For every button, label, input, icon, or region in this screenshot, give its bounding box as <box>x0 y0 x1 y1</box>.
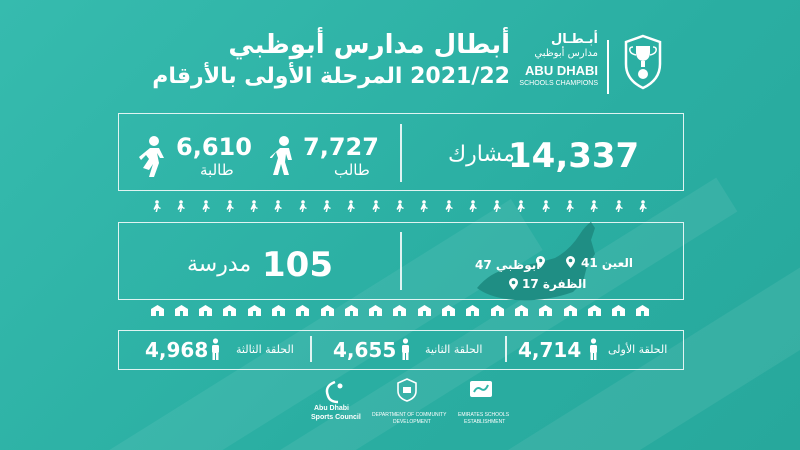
cycle-second-label: الحلقة الثانية <box>425 343 483 356</box>
participants-total-label: مشارك <box>448 142 515 167</box>
boys-label: طالب <box>334 161 370 179</box>
schools-divider <box>400 232 402 290</box>
school-icon <box>296 303 310 317</box>
athlete-icon <box>344 199 358 213</box>
school-icon <box>563 303 577 317</box>
athlete-icon <box>223 199 237 213</box>
region-dhafra: الظفرة 17 <box>522 277 587 291</box>
schools-value: 105 <box>262 245 333 285</box>
athlete-icon <box>271 199 285 213</box>
school-icon <box>612 303 626 317</box>
school-icon <box>636 303 650 317</box>
school-icon <box>150 303 164 317</box>
school-icon <box>223 303 237 317</box>
school-icon <box>442 303 456 317</box>
cycle-third-value: 4,968 <box>145 338 209 362</box>
sports-council-line1: Abu Dhabi <box>314 405 349 412</box>
participants-divider <box>400 124 402 182</box>
cycle-first-label: الحلقة الأولى <box>608 343 668 356</box>
taleem-logo-box <box>470 381 492 397</box>
logo-en-line2: SCHOOLS CHAMPIONS <box>519 80 598 87</box>
participants-total-value: 14,337 <box>508 136 640 176</box>
school-icon <box>417 303 431 317</box>
taleem-line2: ESTABLISHMENT <box>464 419 506 425</box>
boy-runner-icon <box>270 135 298 177</box>
student-icon <box>588 338 599 360</box>
athlete-icon <box>296 199 310 213</box>
athlete-icon <box>514 199 528 213</box>
logo-arabic-line2: مدارس أبوظبي <box>534 48 598 59</box>
girls-value: 6,610 <box>176 133 252 161</box>
athlete-icon <box>490 199 504 213</box>
schools-label: مدرسة <box>187 252 252 277</box>
student-icon <box>210 338 221 360</box>
schools-icon-row <box>150 303 650 317</box>
athlete-icon <box>393 199 407 213</box>
header-divider <box>607 40 609 94</box>
student-icon <box>400 338 411 360</box>
girls-label: طالبة <box>200 161 234 179</box>
school-icon <box>466 303 480 317</box>
school-icon <box>174 303 188 317</box>
athlete-icon <box>320 199 334 213</box>
athlete-icon <box>174 199 188 213</box>
athlete-icon <box>150 199 164 213</box>
athlete-icon <box>247 199 261 213</box>
school-icon <box>490 303 504 317</box>
logo-en-line1: ABU DHABI <box>525 63 598 78</box>
school-icon <box>320 303 334 317</box>
logo-arabic-line1: أبـطـال <box>550 32 598 47</box>
alain-pin-icon <box>566 256 575 268</box>
school-icon <box>199 303 213 317</box>
school-icon <box>344 303 358 317</box>
boys-value: 7,727 <box>303 133 379 161</box>
athlete-icon <box>442 199 456 213</box>
school-icon <box>393 303 407 317</box>
cycles-divider-1 <box>310 336 312 362</box>
athletes-icon-row <box>150 199 650 213</box>
dhafra-pin-icon <box>509 278 518 290</box>
dcd-line2: DEVELOPMENT <box>393 419 431 425</box>
region-alain: العين 41 <box>581 256 633 270</box>
athlete-icon <box>369 199 383 213</box>
school-icon <box>247 303 261 317</box>
school-icon <box>539 303 553 317</box>
school-icon <box>369 303 383 317</box>
athlete-icon <box>587 199 601 213</box>
athlete-icon <box>563 199 577 213</box>
sports-council-line2: Sports Council <box>311 414 361 421</box>
sports-council-logo-icon <box>320 380 350 404</box>
athlete-icon <box>417 199 431 213</box>
school-icon <box>271 303 285 317</box>
athlete-icon <box>636 199 650 213</box>
schools-champions-logo <box>519 32 600 102</box>
dcd-line1: DEPARTMENT OF COMMUNITY <box>372 412 447 418</box>
trophy-shield-icon <box>622 34 664 90</box>
school-icon <box>587 303 601 317</box>
school-icon <box>514 303 528 317</box>
cycle-first-value: 4,714 <box>518 338 582 362</box>
athlete-icon <box>466 199 480 213</box>
cycle-second-value: 4,655 <box>333 338 397 362</box>
page-title: أبطال مدارس أبوظبي <box>228 30 510 60</box>
athlete-icon <box>199 199 213 213</box>
athlete-icon <box>612 199 626 213</box>
region-abudhabi: أبوظبي 47 <box>475 258 541 272</box>
page-subtitle: 2021/22 المرحلة الأولى بالأرقام <box>152 64 510 89</box>
athlete-icon <box>539 199 553 213</box>
dcd-emblem-icon <box>396 378 418 402</box>
taleem-line1: EMIRATES SCHOOLS <box>458 412 510 418</box>
girl-runner-icon <box>138 135 168 177</box>
cycles-divider-2 <box>505 336 507 362</box>
cycle-third-label: الحلقة الثالثة <box>236 343 294 356</box>
